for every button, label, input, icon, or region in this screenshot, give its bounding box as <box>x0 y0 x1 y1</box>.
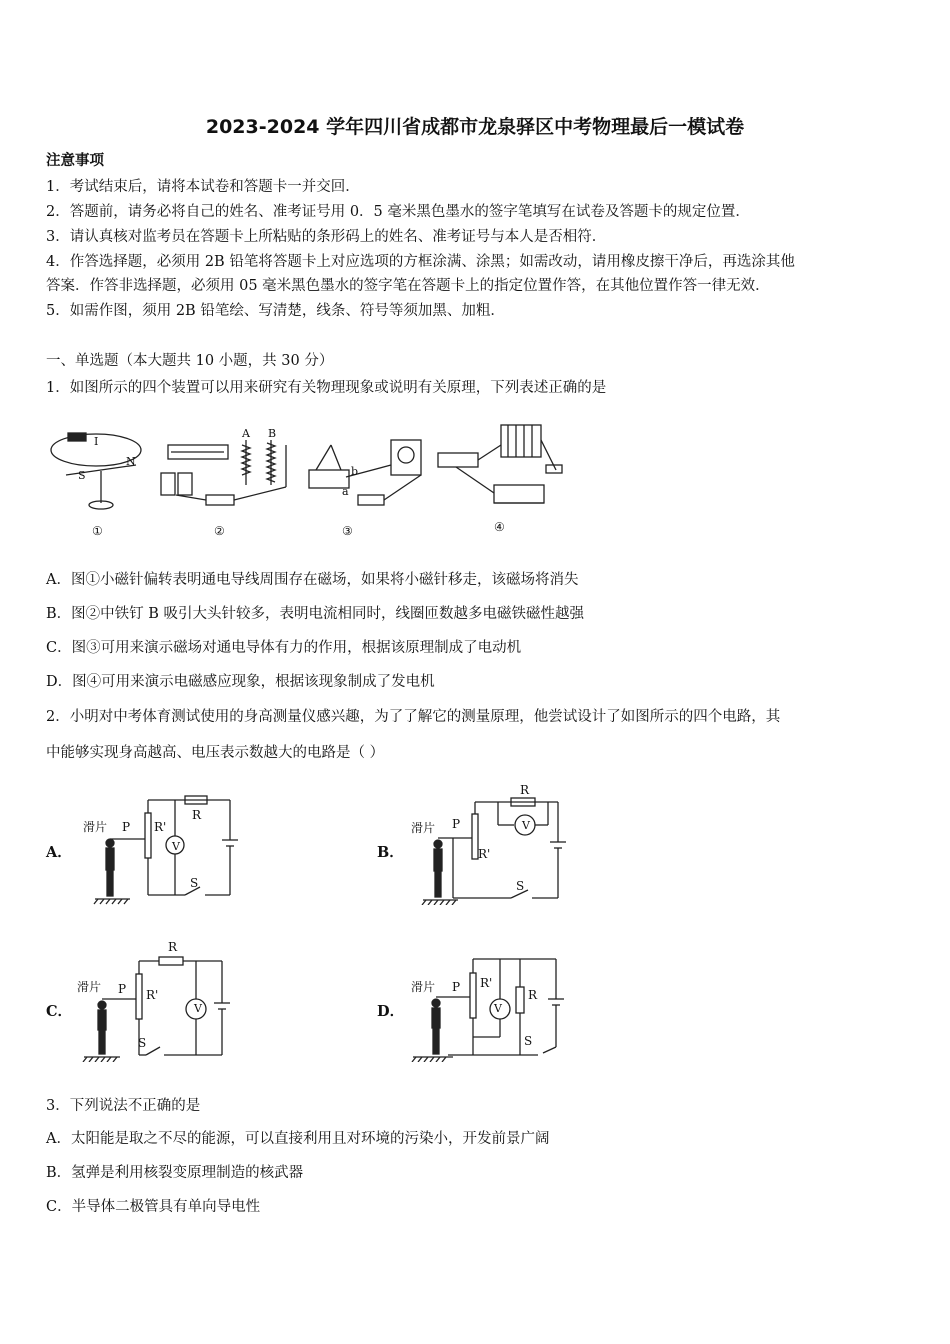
circuit-c-person <box>98 1001 106 1054</box>
notice-heading: 注意事项 <box>46 152 104 169</box>
fig-label-2: ② <box>214 524 225 538</box>
question-3-stem: 3．下列说法不正确的是 <box>46 1098 201 1114</box>
circuit-b-s-label: S <box>516 879 525 893</box>
circuit-d-person <box>432 999 440 1054</box>
circuit-d-r-label: R <box>528 988 538 1002</box>
fig3-a-label: a <box>342 485 349 498</box>
circuit-d-p-label: P <box>452 980 461 994</box>
circuit-a-person <box>106 839 114 896</box>
circuit-a <box>80 795 250 910</box>
notice-item: 答案．作答非选择题，必须用 05 毫米黑色墨水的签字笔在答题卡上的指定位置作答，在其他位置作答一律无效． <box>46 278 770 294</box>
circuit-c-s-label: S <box>138 1036 147 1050</box>
circuit-a-label: A． <box>46 844 72 861</box>
figure-1-oersted <box>51 433 141 509</box>
figure-4-motor <box>438 425 562 503</box>
circuit-c-p-label: P <box>118 982 127 996</box>
page-title: 2023-2024 学年四川省成都市龙泉驿区中考物理最后一模试卷 <box>205 116 745 138</box>
notice-item: 2．答题前，请务必将自己的姓名、准考证号用 0．5 毫米黑色墨水的签字笔填写在试卷及答题卡的规定位置． <box>46 204 750 220</box>
circuit-c-slider-label: 滑片 <box>77 980 102 994</box>
question-2-stem-line1: 2．小明对中考体育测试使用的身高测量仪感兴趣，为了了解它的测量原理，他尝试设计了如图所示的四个电路，其 <box>46 709 781 725</box>
q3-option-c: C．半导体二极管具有单向导电性 <box>46 1199 261 1215</box>
notice-item: 3．请认真核对监考员在答题卡上所粘贴的条形码上的姓名、准考证号与本人是否相符． <box>46 229 607 245</box>
circuit-d-label: D． <box>377 1003 405 1020</box>
fig1-n-label: N <box>126 455 136 468</box>
q3-option-a: A．太阳能是取之不尽的能源，可以直接利用且对环境的污染小，开发前景广阔 <box>46 1131 550 1147</box>
circuit-c-rprime-label: R' <box>146 988 159 1002</box>
section-heading: 一、单选题（本大题共 10 小题，共 30 分） <box>46 353 334 369</box>
notice-item: 1．考试结束后，请将本试卷和答题卡一并交回． <box>46 179 360 195</box>
fig1-i-label: I <box>94 435 99 448</box>
circuit-a-r-label: R <box>192 808 202 822</box>
q1-option-a: A．图①小磁针偏转表明通电导线周围存在磁场，如果将小磁针移走，该磁场将消失 <box>46 572 579 588</box>
circuit-b-v-label: V <box>522 819 530 832</box>
circuit-b-label: B． <box>377 844 404 861</box>
q1-figures <box>46 415 566 545</box>
circuit-a-slider-label: 滑片 <box>83 820 108 834</box>
fig-label-4: ④ <box>494 520 505 534</box>
circuit-a-s-label: S <box>190 876 199 890</box>
fig2-b-label: B <box>268 427 277 440</box>
circuit-b-person <box>434 840 442 897</box>
q1-option-b: B．图②中铁钉 B 吸引大头针较多，表明电流相同时，线圈匝数越多电磁铁磁性越强 <box>46 606 585 622</box>
circuit-d-rprime-label: R' <box>480 976 493 990</box>
q3-option-b: B．氢弹是利用核裂变原理制造的核武器 <box>46 1165 304 1181</box>
circuit-d <box>408 937 578 1062</box>
circuit-c-r-label: R <box>168 940 178 954</box>
fig-label-1: ① <box>92 524 103 538</box>
question-1-stem: 1．如图所示的四个装置可以用来研究有关物理现象或说明有关原理，下列表述正确的是 <box>46 380 607 396</box>
figure-2-electromagnets <box>161 427 286 505</box>
circuit-a-v-label: V <box>172 840 180 853</box>
notice-item: 5．如需作图，须用 2B 铅笔绘、写清楚，线条、符号等须加黑、加粗． <box>46 303 505 319</box>
fig1-s-label: S <box>78 469 86 482</box>
circuit-c-v-label: V <box>194 1002 202 1015</box>
notice-item: 4．作答选择题，必须用 2B 铅笔将答题卡上对应选项的方框涂满、涂黑；如需改动，请用橡皮擦干净后，再选涂其他 <box>46 254 795 270</box>
circuit-d-v-label: V <box>494 1002 502 1015</box>
circuit-d-s-label: S <box>524 1034 533 1048</box>
circuit-c-label: C． <box>46 1003 73 1020</box>
fig2-a-label: A <box>242 427 250 440</box>
circuit-c <box>74 937 244 1062</box>
fig3-b-label: b <box>351 465 359 478</box>
figure-3-meter-setup <box>309 440 421 505</box>
circuit-a-rprime-label: R' <box>154 820 167 834</box>
circuit-b-rprime-label: R' <box>478 847 491 861</box>
circuit-b-r-label: R <box>520 783 530 797</box>
q1-option-c: C．图③可用来演示磁场对通电导体有力的作用，根据该原理制成了电动机 <box>46 640 522 656</box>
q1-option-d: D．图④可用来演示电磁感应现象，根据该现象制成了发电机 <box>46 674 435 690</box>
fig-label-3: ③ <box>342 524 353 538</box>
question-2-stem-line2: 中能够实现身高越高、电压表示数越大的电路是（ ） <box>46 745 385 761</box>
circuit-b-slider-label: 滑片 <box>411 821 436 835</box>
circuit-b-p-label: P <box>452 817 461 831</box>
circuit-a-p-label: P <box>122 820 131 834</box>
circuit-d-slider-label: 滑片 <box>411 980 436 994</box>
circuit-b <box>408 780 578 905</box>
